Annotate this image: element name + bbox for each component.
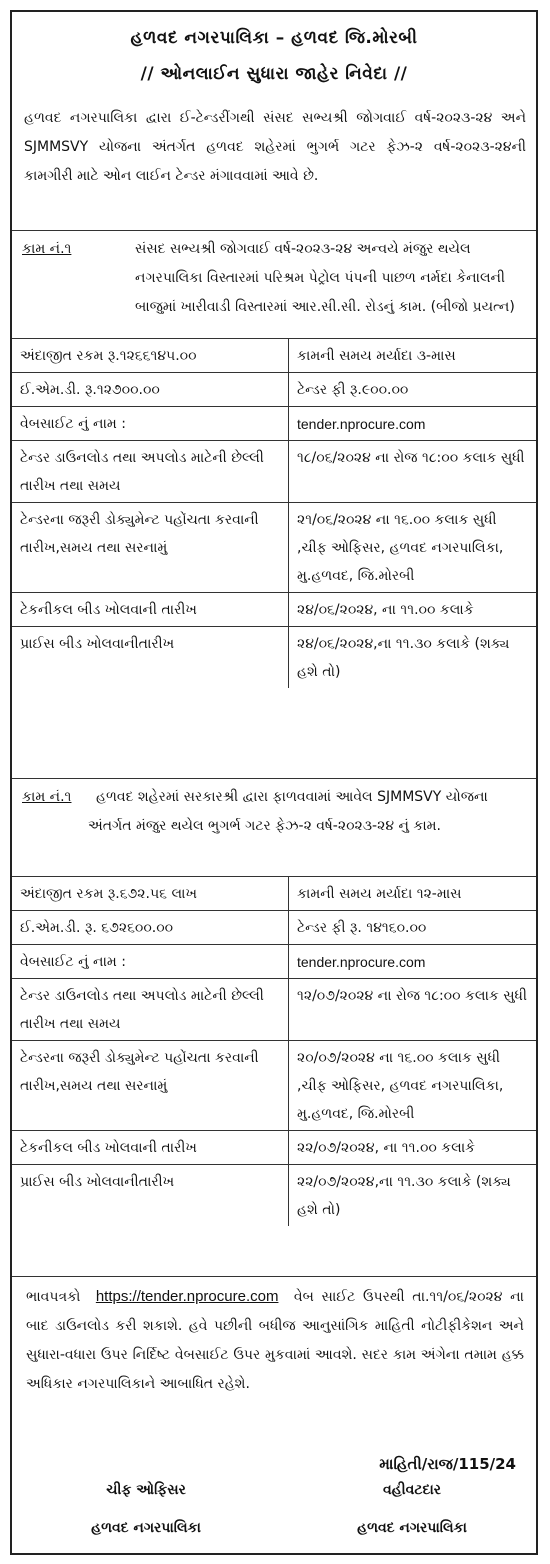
table-row xyxy=(12,945,536,979)
work1-documents-date: ૨૧/૦૬/૨૦૨૪ ના ૧૬.૦૦ કલાક સુધી ,ચીફ ઓફિસર, હળવદ નગરપાલિકા, મુ.હળવદ, જિ.મોરબી xyxy=(289,503,537,593)
work1-documents-label: ટેન્ડરના જરૂરી ડોક્યુમેન્ટ પહોંચતા કરવાની તારીખ,સમય તથા સરનામું xyxy=(12,503,289,593)
work2-table xyxy=(12,876,536,1226)
work1-price-date: ૨૪/૦૬/૨૦૨૪,ના ૧૧.૩૦ કલાકે (શક્ય હશે તો) xyxy=(289,627,537,689)
work2-price-label: પ્રાઈસ બીડ ખોલવાનીતારીખ xyxy=(12,1165,289,1227)
work1-tender-fee: ટેન્ડર ફી રૂ.૯૦૦.૦૦ xyxy=(289,373,537,407)
work2-number: કામ નં.૧ xyxy=(22,789,72,805)
table-row xyxy=(12,339,536,373)
table-row xyxy=(12,1131,536,1165)
work1-estimate: અંદાજીત રકમ રૂ.૧૨૬૬૧૪૫.૦૦ xyxy=(12,339,289,373)
table-row xyxy=(12,1041,536,1131)
notice-frame xyxy=(10,10,538,1555)
work2-emd: ઈ.એમ.ડી. રૂ. ૬૭૨૬૦૦.૦૦ xyxy=(12,911,289,945)
notice-subtitle: // ઓનલાઈન સુધારા જાહેર નિવેદા // xyxy=(140,64,408,84)
work1-technical-date: ૨૪/૦૬/૨૦૨૪, ના ૧૧.૦૦ કલાકે xyxy=(289,593,537,627)
table-row xyxy=(12,911,536,945)
work2-duration: કામની સમય મર્યાદા ૧૨-માસ xyxy=(289,877,537,911)
work1-price-label: પ્રાઈસ બીડ ખોલવાનીતારીખ xyxy=(12,627,289,689)
notice-prefix: ભાવપત્રકો xyxy=(26,1289,81,1305)
signature-right-title: વહીવટદાર xyxy=(382,1482,442,1498)
tender-url-link[interactable]: https://tender.nprocure.com xyxy=(95,1288,279,1305)
work2-tender-fee: ટેન્ડર ફી રૂ. ૧૪૧૬૦.૦૦ xyxy=(289,911,537,945)
work2-description: હળવદ શહેરમાં સરકારશ્રી દ્વારા ફાળવવામાં આવેલ SJMMSVY યોજના અંતર્ગત મંજુર થયેલ ભુગર્ભ ગટર ફેઝ-૨ વર્ષ-૨૦૨૩-૨૪ નું કામ. xyxy=(88,789,488,834)
work1-table xyxy=(12,338,536,688)
intro-paragraph: હળવદ નગરપાલિકા દ્વારા ઈ-ટેન્ડરીંગથી સંસદ સભ્યશ્રી જોગવાઈ વર્ષ-૨૦૨૩-૨૪ અને SJMMSVY યોજના અંતર્ગત હળવદ શહેરમાં ભુગર્ભ ગટર ફેઝ-૨ વર્ષ-૨૦૨૩-૨૪ની કામગીરી માટે ઓન લાઈન ટેન્ડર મંગાવવામાં આવે છે. xyxy=(24,110,526,184)
table-row xyxy=(12,593,536,627)
work2-website-label: વેબસાઈટ નું નામ : xyxy=(12,945,289,979)
table-row xyxy=(12,979,536,1041)
work1-website-label: વેબસાઈટ નું નામ : xyxy=(12,407,289,441)
work2-website-link[interactable]: tender.nprocure.com xyxy=(289,945,537,979)
table-row xyxy=(12,407,536,441)
table-row xyxy=(12,627,536,689)
work1-description: સંસદ સભ્યશ્રી જોગવાઈ વર્ષ-૨૦૨૩-૨૪ અન્વયે મંજુર થયેલ નગરપાલિકા વિસ્તારમાં પરિશ્રમ પેટ્રોલ પંપની પાછળ નર્મદા કેનાલની બાજુમાં ખારીવાડી વિસ્તારમાં આર.સી.સી. રોડનું કામ. (બીજો પ્રયત્ન) xyxy=(135,241,515,315)
work1-block xyxy=(12,230,536,350)
table-row xyxy=(12,441,536,503)
signature-right-org: હળવદ નગરપાલિકા xyxy=(357,1520,467,1536)
work1-website-link[interactable]: tender.nprocure.com xyxy=(289,407,537,441)
work2-price-date: ૨૨/૦૭/૨૦૨૪,ના ૧૧.૩૦ કલાકે (શક્ય હશે તો) xyxy=(289,1165,537,1227)
work1-download-label: ટેન્ડર ડાઉનલોડ તથા અપલોડ માટેની છેલ્લી તારીખ તથા સમય xyxy=(12,441,289,503)
notice-text: વેબ સાઈટ ઉપરથી તા.૧૧/૦૬/૨૦૨૪ ના બાદ ડાઉનલોડ કરી શકાશે. હવે પછીની બધીજ આનુસાંગિક માહિતી નોટીફીકેશન અને સુધારા-વધારા ઉપર નિર્દિષ્ટ વેબસાઈટ ઉપર મુકવામાં આવશે. સદર કામ અંગેના તમામ હક્ક અધિકાર નગરપાલિકાને આબાધિત રહેશે. xyxy=(26,1289,524,1392)
reference-number: માહિતી/રાજ/115/24 xyxy=(379,1455,516,1473)
work2-block xyxy=(12,778,536,878)
work1-download-date: ૧૮/૦૬/૨૦૨૪ ના રોજ ૧૮:૦૦ કલાક સુધી xyxy=(289,441,537,503)
work2-download-date: ૧૨/૦૭/૨૦૨૪ ના રોજ ૧૮:૦૦ કલાક સુધી xyxy=(289,979,537,1041)
table-row xyxy=(12,1165,536,1227)
signature-left-org: હળવદ નગરપાલિકા xyxy=(91,1520,201,1536)
work2-estimate: અંદાજીત રકમ રૂ.૬૭૨.૫૬ લાખ xyxy=(12,877,289,911)
table-row xyxy=(12,503,536,593)
work1-technical-label: ટેકનીકલ બીડ ખોલવાની તારીખ xyxy=(12,593,289,627)
work1-emd: ઈ.એમ.ડી. રૂ.૧૨૭૦૦.૦૦ xyxy=(12,373,289,407)
table-row xyxy=(12,373,536,407)
notice-paragraph xyxy=(12,1276,536,1399)
work1-duration: કામની સમય મર્યાદા ૩-માસ xyxy=(289,339,537,373)
work1-number: કામ નં.૧ xyxy=(22,241,72,257)
work2-technical-date: ૨૨/૦૭/૨૦૨૪, ના ૧૧.૦૦ કલાકે xyxy=(289,1131,537,1165)
table-row xyxy=(12,877,536,911)
signature-left-title: ચીફ ઓફિસર xyxy=(106,1482,186,1498)
work2-download-label: ટેન્ડર ડાઉનલોડ તથા અપલોડ માટેની છેલ્લી તારીખ તથા સમય xyxy=(12,979,289,1041)
notice-title: હળવદ નગરપાલિકા – હળવદ જિ.મોરબી xyxy=(130,28,418,48)
work2-documents-date: ૨૦/૦૭/૨૦૨૪ ના ૧૬.૦૦ કલાક સુધી ,ચીફ ઓફિસર, હળવદ નગરપાલિકા, મુ.હળવદ, જિ.મોરબી xyxy=(289,1041,537,1131)
work2-technical-label: ટેકનીકલ બીડ ખોલવાની તારીખ xyxy=(12,1131,289,1165)
work2-documents-label: ટેન્ડરના જરૂરી ડોક્યુમેન્ટ પહોંચતા કરવાની તારીખ,સમય તથા સરનામું xyxy=(12,1041,289,1131)
